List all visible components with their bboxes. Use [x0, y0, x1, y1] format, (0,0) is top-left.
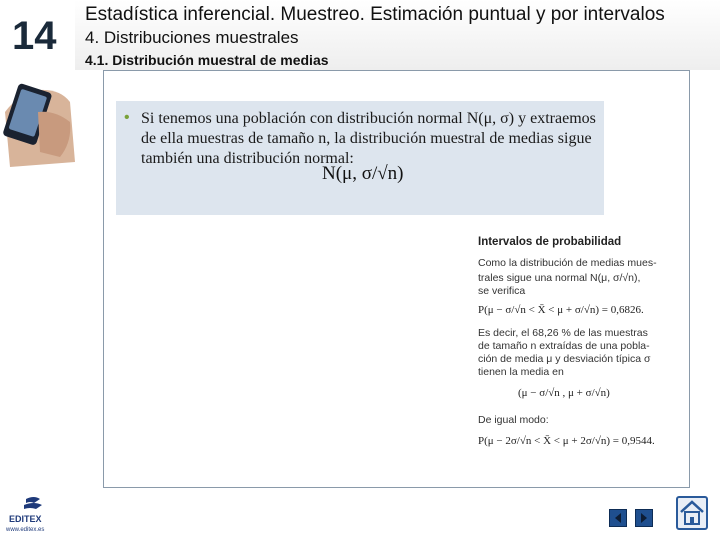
- note-text: Si tenemos una población con distribución normal N(μ, σ) y extraemos de ella muestras de tamaño n, la distribución muestral de medias sigue también una distribución normal:: [141, 110, 596, 167]
- panel-equation: P(μ − σ/√n < X̄ < μ + σ/√n) = 0,6826.: [478, 304, 644, 316]
- next-button[interactable]: [635, 509, 653, 527]
- phone-photo: [0, 72, 80, 167]
- probability-panel: [478, 236, 657, 486]
- panel-equation: (μ − σ/√n , μ + σ/√n): [518, 387, 610, 399]
- section-title: 4. Distribuciones muestrales: [85, 28, 299, 47]
- arrow-left-icon: [610, 510, 626, 526]
- probability-title: Intervalos de probabilidad: [478, 236, 622, 248]
- bullet: •: [124, 109, 130, 126]
- panel-line: se verifica: [478, 285, 526, 297]
- panel-line: tienen la media en: [478, 366, 564, 378]
- panel-line: de tamaño n extraídas de una pobla-: [478, 340, 650, 352]
- note-box: [116, 101, 604, 215]
- panel-line: ción de media μ y desviación típica σ: [478, 353, 651, 365]
- logo-url: www.editex.es: [6, 527, 45, 533]
- arrow-right-icon: [636, 510, 652, 526]
- home-icon: [678, 498, 706, 528]
- unit-number: 14: [12, 14, 57, 58]
- panel-line: trales sigue una normal N(μ, σ/√n),: [478, 272, 641, 284]
- subsection-title: 4.1. Distribución muestral de medias: [85, 52, 329, 68]
- panel-line: Es decir, el 68,26 % de las muestras: [478, 327, 648, 339]
- prev-button[interactable]: [609, 509, 627, 527]
- panel-line: Como la distribución de medias mues-: [478, 257, 657, 269]
- logo-text: EDITEX: [9, 514, 42, 524]
- panel-line: De igual modo:: [478, 414, 549, 426]
- page-title: Estadística inferencial. Muestreo. Estimación puntual y por intervalos: [85, 4, 665, 25]
- main-formula: N(μ, σ/√n): [322, 163, 404, 184]
- home-button[interactable]: [676, 496, 708, 530]
- panel-equation: P(μ − 2σ/√n < X̄ < μ + 2σ/√n) = 0,9544.: [478, 435, 655, 447]
